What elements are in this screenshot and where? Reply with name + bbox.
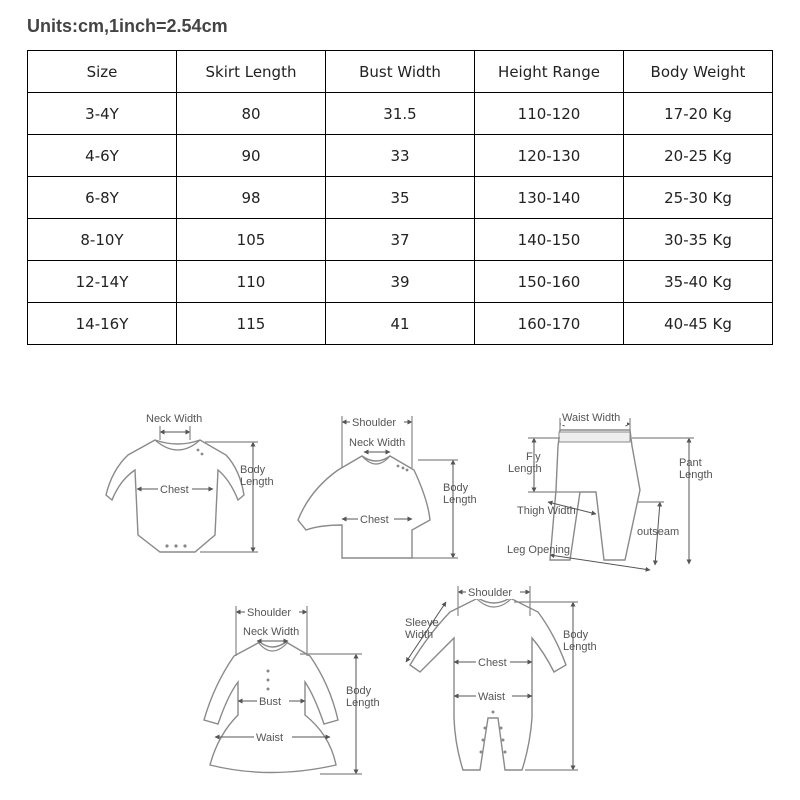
header-skirt-length: Skirt Length — [177, 51, 326, 93]
table-cell: 12-14Y — [28, 261, 177, 303]
table-row — [28, 261, 773, 303]
table-cell: 90 — [177, 135, 326, 177]
top-length-label: Length — [443, 494, 477, 506]
dress-waist-label: Waist — [256, 732, 284, 744]
table-cell: 25-30 Kg — [624, 177, 773, 219]
table-row — [28, 219, 773, 261]
table-cell: 37 — [326, 219, 475, 261]
header-height-range: Height Range — [475, 51, 624, 93]
romper-sleeve-width-label: Width — [405, 629, 434, 641]
size-table — [27, 50, 773, 345]
table-cell: 115 — [177, 303, 326, 345]
table-cell: 4-6Y — [28, 135, 177, 177]
pants-diagram — [507, 411, 713, 570]
table-cell: 150-160 — [475, 261, 624, 303]
table-cell: 160-170 — [475, 303, 624, 345]
table-header-row — [28, 51, 773, 93]
top-outline — [298, 456, 430, 558]
table-cell: 35-40 Kg — [624, 261, 773, 303]
romper-diagram — [405, 585, 597, 770]
bodysuit-chest-label: Chest — [160, 484, 189, 496]
romper-shoulder-label: Shoulder — [468, 587, 513, 599]
pants-pant-length-label: Length — [679, 469, 713, 481]
romper-length-label: Length — [563, 641, 597, 653]
table-row — [28, 135, 773, 177]
dress-diagram — [204, 605, 380, 774]
bodysuit-body-label: Body — [240, 464, 266, 476]
table-cell: 39 — [326, 261, 475, 303]
table-cell: 98 — [177, 177, 326, 219]
top-diagram — [298, 415, 477, 558]
romper-sleeve-label: Sleeve — [405, 617, 439, 629]
table-cell: 33 — [326, 135, 475, 177]
pants-fly-label: Fly — [526, 451, 541, 463]
table-row — [28, 93, 773, 135]
pants-waist-width-label: Waist Width — [562, 412, 621, 424]
header-body-weight: Body Weight — [624, 51, 773, 93]
romper-waist-label: Waist — [478, 691, 506, 703]
top-neck-width-label: Neck Width — [349, 437, 406, 449]
header-size: Size — [28, 51, 177, 93]
measurement-diagrams — [0, 360, 800, 800]
pants-leg-opening-label: Leg Opening — [507, 544, 570, 556]
dress-bust-label: Bust — [259, 696, 282, 708]
table-cell: 41 — [326, 303, 475, 345]
table-cell: 110 — [177, 261, 326, 303]
table-cell: 120-130 — [475, 135, 624, 177]
bodysuit-diagram — [106, 413, 274, 552]
dress-length-label: Length — [346, 697, 380, 709]
top-chest-label: Chest — [360, 514, 389, 526]
table-cell: 20-25 Kg — [624, 135, 773, 177]
table-cell: 8-10Y — [28, 219, 177, 261]
header-bust-width: Bust Width — [326, 51, 475, 93]
table-cell: 140-150 — [475, 219, 624, 261]
top-body-label: Body — [443, 482, 469, 494]
table-cell: 31.5 — [326, 93, 475, 135]
table-cell: 130-140 — [475, 177, 624, 219]
bodysuit-neck-width-label: Neck Width — [146, 413, 203, 425]
table-cell: 14-16Y — [28, 303, 177, 345]
table-cell: 3-4Y — [28, 93, 177, 135]
dress-neck-width-label: Neck Width — [243, 626, 300, 638]
table-cell: 80 — [177, 93, 326, 135]
table-cell: 17-20 Kg — [624, 93, 773, 135]
romper-chest-label: Chest — [478, 657, 507, 669]
pants-thigh-width-label: Thigh Width — [517, 505, 576, 517]
table-cell: 105 — [177, 219, 326, 261]
table-cell: 30-35 Kg — [624, 219, 773, 261]
pants-fly-length-label: Length — [508, 463, 542, 475]
dress-body-label: Body — [346, 685, 372, 697]
table-cell: 40-45 Kg — [624, 303, 773, 345]
table-cell: 6-8Y — [28, 177, 177, 219]
units-note: Units:cm,1inch=2.54cm — [27, 16, 228, 36]
pants-outseam-label: outseam — [637, 526, 680, 538]
table-cell: 110-120 — [475, 93, 624, 135]
table-row — [28, 177, 773, 219]
pants-outline — [550, 430, 640, 560]
bodysuit-length-label: Length — [240, 476, 274, 488]
table-cell: 35 — [326, 177, 475, 219]
romper-body-label: Body — [563, 629, 589, 641]
top-shoulder-label: Shoulder — [352, 417, 397, 429]
pants-pant-label: Pant — [679, 457, 702, 469]
dress-shoulder-label: Shoulder — [247, 607, 292, 619]
table-row — [28, 303, 773, 345]
